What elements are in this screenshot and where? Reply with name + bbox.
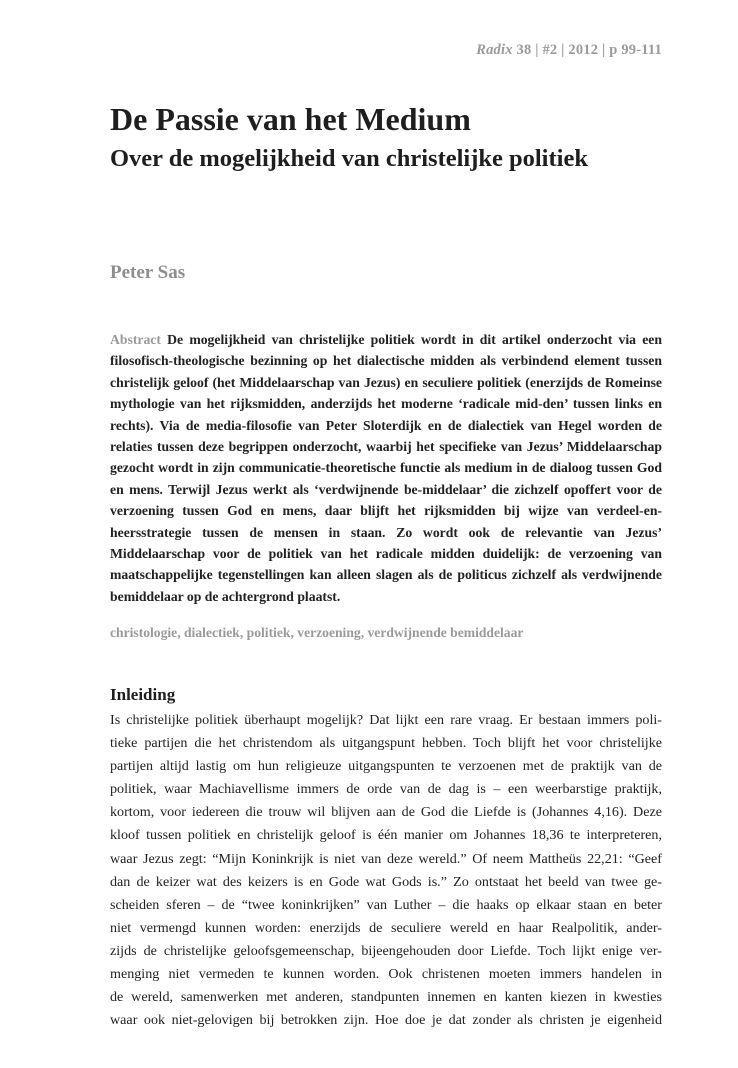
abstract [110, 329, 662, 607]
body-line: dan de keizer wat des keizers is en Gode wat Gods is.” Zo ontstaat het beeld van twee ge- [110, 873, 662, 890]
section-heading: Inleiding [110, 685, 176, 704]
journal-citation [476, 42, 662, 59]
body-line: zijds de christelijke geloofsgemeenschap, bijeengehouden door Liefde. Toch lijkt enige ver- [110, 942, 662, 959]
journal-volume-pages: 38 | #2 | 2012 | p 99-111 [512, 42, 662, 58]
body-line: waar ook niet-gelovigen bij betrokken zijn. Hoe doe je dat zonder als christen je eigenheid [110, 1012, 662, 1029]
journal-name: Radix [476, 42, 513, 58]
body-line: Is christelijke politiek überhaupt mogelijk? Dat lijkt een rare vraag. Er bestaan immers poli- [110, 712, 662, 728]
body-line: partijen altijd lastig om hun religieuze uitgangspunten te verzoenen met de praktijk van de [110, 758, 662, 775]
abstract-label: Abstract [110, 332, 161, 347]
body-line: scheiden sferen – de “twee koninkrijken” van Luther – die haaks op elkaar staan en beter [110, 896, 662, 913]
body-line: politiek, waar Machiavellisme immers de orde van de dag is – een weerbarstige praktijk, [110, 781, 662, 798]
author-name: Peter Sas [110, 262, 186, 283]
body-line: de wereld, samenwerken met anderen, standpunten innemen en kanten kiezen in kwesties [110, 989, 662, 1006]
body-line: kloof tussen politiek en christelijk geloof is één manier om Johannes 18,36 te interpreteren, [110, 827, 662, 844]
body-line: tieke partijen die het christendom als uitgangspunt hebben. Toch blijft het voor christelijke [110, 735, 662, 752]
body-line: waar Jezus zegt: “Mijn Koninkrijk is niet van deze wereld.” Of neem Mattheüs 22,21: “Geef [110, 850, 662, 867]
body-text [110, 709, 662, 1032]
article-title: De Passie van het Medium [110, 101, 471, 137]
body-line: menging niet vermeden te kunnen worden. Ook christenen moeten immers handelen in [110, 966, 662, 983]
body-line: kortom, voor iedereen die trouw wil blijven aan de God die Liefde is (Johannes 4,16). Deze [110, 804, 662, 821]
keywords: christologie, dialectiek, politiek, verzoening, verdwijnende bemiddelaar [110, 625, 524, 640]
body-line: niet vermengd kunnen worden: enerzijds de seculiere wereld en haar Realpolitik, ander- [110, 919, 662, 936]
article-subtitle: Over de mogelijkheid van christelijke politiek [110, 145, 588, 172]
abstract-text: De mogelijkheid van christelijke politiek wordt in dit artikel onderzocht via een filosofisch-theologische bezinning op het dialectische midden als verbindend element tussen christelijk geloof (het Middelaarschap van Jezus) en seculiere politiek (enerzijds de Romeinse mythologie van het rijksmidden, anderzijds het moderne ‘radicale mid-den’ tussen links en rechts). Via de media-filosofie van Peter Sloterdijk en de dialectiek van Hegel worden de relaties tussen deze begrippen onderzocht, waarbij het specifieke van Jezus’ Middelaarschap gezocht wordt in zijn communicatie-theoretische functie als medium in de dialoog tussen God en mens. Terwijl Jezus werkt als ‘verdwijnende be-middelaar’ die zichzelf opoffert voor de verzoening tussen God en mens, daar blijft het rijksmidden bij wijze van verdeel-en-heersstrategie tussen de mensen in staan. Zo wordt ook de relevantie van Jezus’ Middelaarschap voor de politiek van het radicale midden duidelijk: de verzoening van maatschappelijke tegenstellingen kan alleen slagen als de politicus zichzelf als verdwijnende bemiddelaar op de achtergrond plaatst. [110, 332, 662, 604]
